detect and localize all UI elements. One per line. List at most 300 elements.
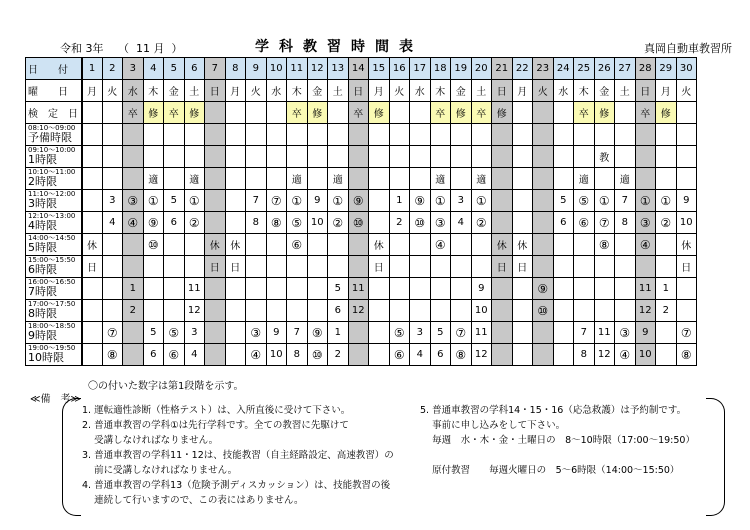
lesson-cell: ① [471, 190, 492, 212]
lesson-cell: 3 [184, 322, 205, 344]
lesson-cell [225, 300, 246, 322]
period-label [26, 190, 82, 212]
lesson-cell [369, 300, 390, 322]
lesson-cell [574, 124, 595, 146]
lesson-cell [205, 146, 226, 168]
date-cell: 4 [143, 58, 164, 80]
lesson-cell: 日 [205, 256, 226, 278]
weekday-cell: 水 [123, 80, 144, 102]
lesson-cell: 適 [328, 168, 349, 190]
lesson-cell [266, 146, 287, 168]
lesson-cell: 3 [102, 190, 123, 212]
period-row [26, 234, 697, 256]
lesson-cell [143, 146, 164, 168]
lesson-cell [369, 146, 390, 168]
lesson-cell: ① [635, 190, 656, 212]
lesson-cell: 4 [451, 212, 472, 234]
lesson-cell [574, 234, 595, 256]
lesson-cell [102, 300, 123, 322]
lesson-cell: ④ [615, 344, 636, 366]
lesson-cell: 9 [471, 278, 492, 300]
lesson-cell [656, 344, 677, 366]
lesson-cell [307, 300, 328, 322]
lesson-cell [389, 124, 410, 146]
period-time: 18:00～18:50 [28, 322, 76, 331]
lesson-cell: ② [184, 212, 205, 234]
exam-cell: 修 [143, 102, 164, 124]
date-cell: 20 [471, 58, 492, 80]
lesson-cell: ① [184, 190, 205, 212]
lesson-cell [430, 300, 451, 322]
lesson-cell [205, 322, 226, 344]
lesson-cell: 日 [82, 256, 103, 278]
remarks-bracket-right [706, 398, 725, 516]
period-label [26, 278, 82, 300]
date-cell: 7 [205, 58, 226, 80]
lesson-cell: ③ [123, 190, 144, 212]
period-name: 2時限 [28, 175, 57, 189]
lesson-cell [451, 146, 472, 168]
lesson-cell [492, 190, 513, 212]
lesson-cell: ④ [246, 344, 267, 366]
lesson-cell [533, 322, 554, 344]
date-cell: 28 [635, 58, 656, 80]
date-cell: 14 [348, 58, 369, 80]
lesson-cell: 12 [184, 300, 205, 322]
lesson-cell: 適 [430, 168, 451, 190]
lesson-cell [82, 124, 103, 146]
date-label: 日 付 [26, 58, 82, 80]
weekday-cell: 金 [164, 80, 185, 102]
period-label [26, 322, 82, 344]
lesson-cell: 8 [246, 212, 267, 234]
lesson-cell [246, 234, 267, 256]
lesson-cell: 6 [328, 300, 349, 322]
date-cell: 17 [410, 58, 431, 80]
date-cell: 2 [102, 58, 123, 80]
lesson-cell: 3 [410, 322, 431, 344]
exam-cell: 修 [594, 102, 615, 124]
remarks-title: ≪備 考≫ [30, 394, 81, 405]
lesson-cell [512, 322, 533, 344]
lesson-cell [553, 300, 574, 322]
period-label [26, 212, 82, 234]
weekday-cell: 土 [471, 80, 492, 102]
exam-cell: 卒 [164, 102, 185, 124]
period-label [26, 234, 82, 256]
lesson-cell [123, 146, 144, 168]
lesson-cell [328, 256, 349, 278]
lesson-cell: 6 [164, 212, 185, 234]
lesson-cell [410, 300, 431, 322]
lesson-cell [266, 300, 287, 322]
lesson-cell: ① [143, 190, 164, 212]
lesson-cell: 12 [471, 344, 492, 366]
lesson-cell: 9 [266, 322, 287, 344]
lesson-cell [246, 168, 267, 190]
lesson-cell: 11 [635, 278, 656, 300]
lesson-cell [389, 300, 410, 322]
date-cell: 19 [451, 58, 472, 80]
lesson-cell [82, 168, 103, 190]
lesson-cell [676, 146, 697, 168]
lesson-cell: 8 [287, 344, 308, 366]
lesson-cell [594, 168, 615, 190]
lesson-cell: 4 [184, 344, 205, 366]
lesson-cell [676, 300, 697, 322]
lesson-cell: 6 [143, 344, 164, 366]
lesson-cell: ④ [635, 234, 656, 256]
period-row [26, 300, 697, 322]
lesson-cell [287, 278, 308, 300]
lesson-cell: 9 [676, 190, 697, 212]
lesson-cell [553, 124, 574, 146]
lesson-cell [307, 278, 328, 300]
weekday-cell: 月 [225, 80, 246, 102]
note-text: 〇の付いた数字は第1段階を示す。 [88, 381, 244, 392]
lesson-cell [471, 146, 492, 168]
exam-cell: 卒 [287, 102, 308, 124]
exam-cell: 修 [307, 102, 328, 124]
lesson-cell [656, 124, 677, 146]
lesson-cell: 12 [635, 300, 656, 322]
lesson-cell [389, 168, 410, 190]
lesson-cell [430, 278, 451, 300]
lesson-cell: ⑧ [594, 234, 615, 256]
lesson-cell [410, 124, 431, 146]
lesson-cell [164, 300, 185, 322]
lesson-cell [656, 256, 677, 278]
date-cell: 27 [615, 58, 636, 80]
lesson-cell [184, 234, 205, 256]
lesson-cell: ④ [123, 212, 144, 234]
period-name: 3時限 [28, 197, 57, 211]
weekday-cell: 月 [512, 80, 533, 102]
lesson-cell [615, 124, 636, 146]
lesson-cell [512, 124, 533, 146]
lesson-cell [512, 190, 533, 212]
date-cell: 16 [389, 58, 410, 80]
lesson-cell [451, 300, 472, 322]
lesson-cell [164, 146, 185, 168]
lesson-cell [676, 168, 697, 190]
exam-cell: 卒 [635, 102, 656, 124]
lesson-cell: ⑤ [287, 212, 308, 234]
weekday-cell: 木 [430, 80, 451, 102]
weekday-cell: 土 [328, 80, 349, 102]
period-time: 10:10～11:00 [28, 168, 76, 177]
weekday-cell: 木 [574, 80, 595, 102]
remark-line: 前に受講しなければなりません。 [82, 465, 238, 476]
weekday-cell: 土 [615, 80, 636, 102]
lesson-cell [451, 234, 472, 256]
lesson-cell: ⑧ [102, 344, 123, 366]
date-cell: 21 [492, 58, 513, 80]
lesson-cell [102, 278, 123, 300]
lesson-cell [143, 124, 164, 146]
period-time: 15:00～15:50 [28, 256, 76, 265]
remark-line: 事前に申し込みをして下さい。 [420, 420, 566, 431]
period-label [26, 256, 82, 278]
lesson-cell: 7 [287, 322, 308, 344]
date-cell: 22 [512, 58, 533, 80]
lesson-cell [410, 234, 431, 256]
lesson-cell [348, 344, 369, 366]
lesson-cell [102, 168, 123, 190]
exam-cell [676, 102, 697, 124]
lesson-cell: 6 [553, 212, 574, 234]
date-cell: 9 [246, 58, 267, 80]
exam-cell [512, 102, 533, 124]
lesson-cell [533, 124, 554, 146]
date-row [26, 58, 697, 80]
period-label [26, 146, 82, 168]
exam-cell: 卒 [430, 102, 451, 124]
lesson-cell [348, 168, 369, 190]
weekday-cell: 水 [553, 80, 574, 102]
lesson-cell [615, 256, 636, 278]
lesson-cell: 5 [143, 322, 164, 344]
lesson-cell [246, 146, 267, 168]
lesson-cell [512, 278, 533, 300]
lesson-cell: 7 [246, 190, 267, 212]
remark-line: 毎週 水・木・金・土曜日の 8～10時限（17:00～19:50） [420, 435, 695, 446]
lesson-cell [615, 146, 636, 168]
period-label [26, 168, 82, 190]
period-row [26, 212, 697, 234]
lesson-cell [225, 212, 246, 234]
date-cell: 23 [533, 58, 554, 80]
lesson-cell: 1 [123, 278, 144, 300]
lesson-cell [553, 146, 574, 168]
lesson-cell [369, 124, 390, 146]
period-name: 4時限 [28, 219, 57, 233]
lesson-cell: 休 [492, 234, 513, 256]
period-label [26, 300, 82, 322]
remark-line: 1. 運転適性診断（性格テスト）は、入所直後に受けて下さい。 [82, 405, 351, 416]
remark-line: 2. 普通車教習の学科①は先行学科です。全ての教習に先駆けて [82, 420, 349, 431]
lesson-cell [143, 256, 164, 278]
lesson-cell [533, 212, 554, 234]
lesson-cell [594, 300, 615, 322]
lesson-cell: 6 [430, 344, 451, 366]
lesson-cell: ⑨ [143, 212, 164, 234]
lesson-cell [512, 212, 533, 234]
lesson-cell: 5 [553, 190, 574, 212]
lesson-cell [164, 278, 185, 300]
lesson-cell [328, 124, 349, 146]
lesson-cell [123, 124, 144, 146]
date-cell: 24 [553, 58, 574, 80]
lesson-cell [348, 146, 369, 168]
lesson-cell [533, 344, 554, 366]
lesson-cell [512, 344, 533, 366]
lesson-cell: ① [656, 190, 677, 212]
date-cell: 12 [307, 58, 328, 80]
remark-line: 連続して行いますので、この表にはありません。 [82, 495, 304, 506]
school-name: 真岡自動車教習所 [644, 42, 732, 55]
lesson-cell: ⑩ [410, 212, 431, 234]
lesson-cell [246, 300, 267, 322]
lesson-cell [205, 168, 226, 190]
lesson-cell: ⑨ [307, 322, 328, 344]
lesson-cell: 適 [143, 168, 164, 190]
weekday-cell: 金 [451, 80, 472, 102]
period-row [26, 190, 697, 212]
lesson-cell: ⑤ [164, 322, 185, 344]
period-name: 9時限 [28, 329, 57, 343]
exam-cell: 修 [184, 102, 205, 124]
period-name: 1時限 [28, 153, 57, 167]
lesson-cell [287, 146, 308, 168]
lesson-cell [553, 322, 574, 344]
period-row [26, 344, 697, 366]
period-time: 14:00～14:50 [28, 234, 76, 243]
lesson-cell [553, 168, 574, 190]
lesson-cell [410, 168, 431, 190]
remark-line: 5. 普通車教習の学科14・15・16（応急救護）は予約制です。 [420, 405, 687, 416]
lesson-cell [123, 168, 144, 190]
period-label [26, 344, 82, 366]
lesson-cell [492, 124, 513, 146]
lesson-cell [533, 234, 554, 256]
lesson-cell [492, 322, 513, 344]
lesson-cell: ③ [430, 212, 451, 234]
remark-line: 原付教習 毎週火曜日の 5～6時限（14:00～15:50） [420, 465, 680, 476]
lesson-cell [533, 146, 554, 168]
lesson-cell [471, 256, 492, 278]
weekday-cell: 水 [410, 80, 431, 102]
lesson-cell [615, 234, 636, 256]
lesson-cell [553, 278, 574, 300]
lesson-cell: ① [287, 190, 308, 212]
lesson-cell [533, 190, 554, 212]
lesson-cell [225, 344, 246, 366]
lesson-cell [82, 278, 103, 300]
lesson-cell: 適 [471, 168, 492, 190]
lesson-cell: 9 [307, 190, 328, 212]
lesson-cell [102, 146, 123, 168]
exam-cell: 卒 [471, 102, 492, 124]
timetable [25, 57, 697, 366]
lesson-cell: ② [656, 212, 677, 234]
weekday-row [26, 80, 697, 102]
lesson-cell [102, 256, 123, 278]
date-cell: 6 [184, 58, 205, 80]
lesson-cell [266, 256, 287, 278]
lesson-cell [102, 234, 123, 256]
lesson-cell [676, 124, 697, 146]
lesson-cell [492, 278, 513, 300]
date-cell: 3 [123, 58, 144, 80]
lesson-cell [348, 234, 369, 256]
lesson-cell [205, 190, 226, 212]
period-time: 17:00～17:50 [28, 300, 76, 309]
lesson-cell: 休 [676, 234, 697, 256]
lesson-cell [307, 168, 328, 190]
lesson-cell [553, 234, 574, 256]
lesson-cell: 休 [512, 234, 533, 256]
lesson-cell [533, 256, 554, 278]
lesson-cell: 1 [389, 190, 410, 212]
lesson-cell [656, 234, 677, 256]
date-cell: 13 [328, 58, 349, 80]
lesson-cell: 10 [471, 300, 492, 322]
exam-cell: 修 [451, 102, 472, 124]
exam-label: 検 定 日 [26, 102, 82, 124]
lesson-cell [430, 124, 451, 146]
lesson-cell: ⑨ [410, 190, 431, 212]
period-row [26, 322, 697, 344]
exam-cell [533, 102, 554, 124]
lesson-cell [553, 344, 574, 366]
lesson-cell: ② [328, 212, 349, 234]
lesson-cell [246, 256, 267, 278]
lesson-cell [410, 278, 431, 300]
period-name: 10時限 [28, 351, 64, 365]
lesson-cell [451, 124, 472, 146]
lesson-cell [492, 212, 513, 234]
period-row [26, 146, 697, 168]
date-cell: 11 [287, 58, 308, 80]
page-title: 学科教習時間表 [255, 39, 423, 55]
lesson-cell [205, 344, 226, 366]
lesson-cell [266, 234, 287, 256]
lesson-cell: 休 [82, 234, 103, 256]
lesson-cell [205, 212, 226, 234]
lesson-cell [676, 278, 697, 300]
lesson-cell [574, 300, 595, 322]
lesson-cell: ⑥ [164, 344, 185, 366]
lesson-cell: 適 [574, 168, 595, 190]
exam-cell [205, 102, 226, 124]
lesson-cell [594, 124, 615, 146]
period-row [26, 168, 697, 190]
exam-cell [102, 102, 123, 124]
lesson-cell: ① [328, 190, 349, 212]
period-time: 19:00～19:50 [28, 344, 76, 353]
weekday-cell: 火 [533, 80, 554, 102]
lesson-cell: ⑨ [348, 190, 369, 212]
lesson-cell: 休 [205, 234, 226, 256]
lesson-cell [492, 146, 513, 168]
lesson-cell: 日 [492, 256, 513, 278]
lesson-cell: 8 [615, 212, 636, 234]
lesson-cell: 10 [635, 344, 656, 366]
lesson-cell [615, 300, 636, 322]
lesson-cell: 11 [184, 278, 205, 300]
lesson-cell: ⑥ [389, 344, 410, 366]
remarks-bracket-left [62, 398, 81, 516]
lesson-cell [389, 256, 410, 278]
lesson-cell: 12 [348, 300, 369, 322]
lesson-cell: 休 [225, 234, 246, 256]
lesson-cell [635, 124, 656, 146]
lesson-cell: 適 [184, 168, 205, 190]
lesson-cell [451, 168, 472, 190]
date-cell: 10 [266, 58, 287, 80]
lesson-cell: 日 [225, 256, 246, 278]
lesson-cell: 1 [656, 278, 677, 300]
weekday-cell: 日 [635, 80, 656, 102]
lesson-cell [102, 124, 123, 146]
period-name: 8時限 [28, 307, 57, 321]
exam-cell [389, 102, 410, 124]
lesson-cell: 7 [615, 190, 636, 212]
weekday-cell: 火 [102, 80, 123, 102]
period-name: 6時限 [28, 263, 57, 277]
lesson-cell: 2 [656, 300, 677, 322]
